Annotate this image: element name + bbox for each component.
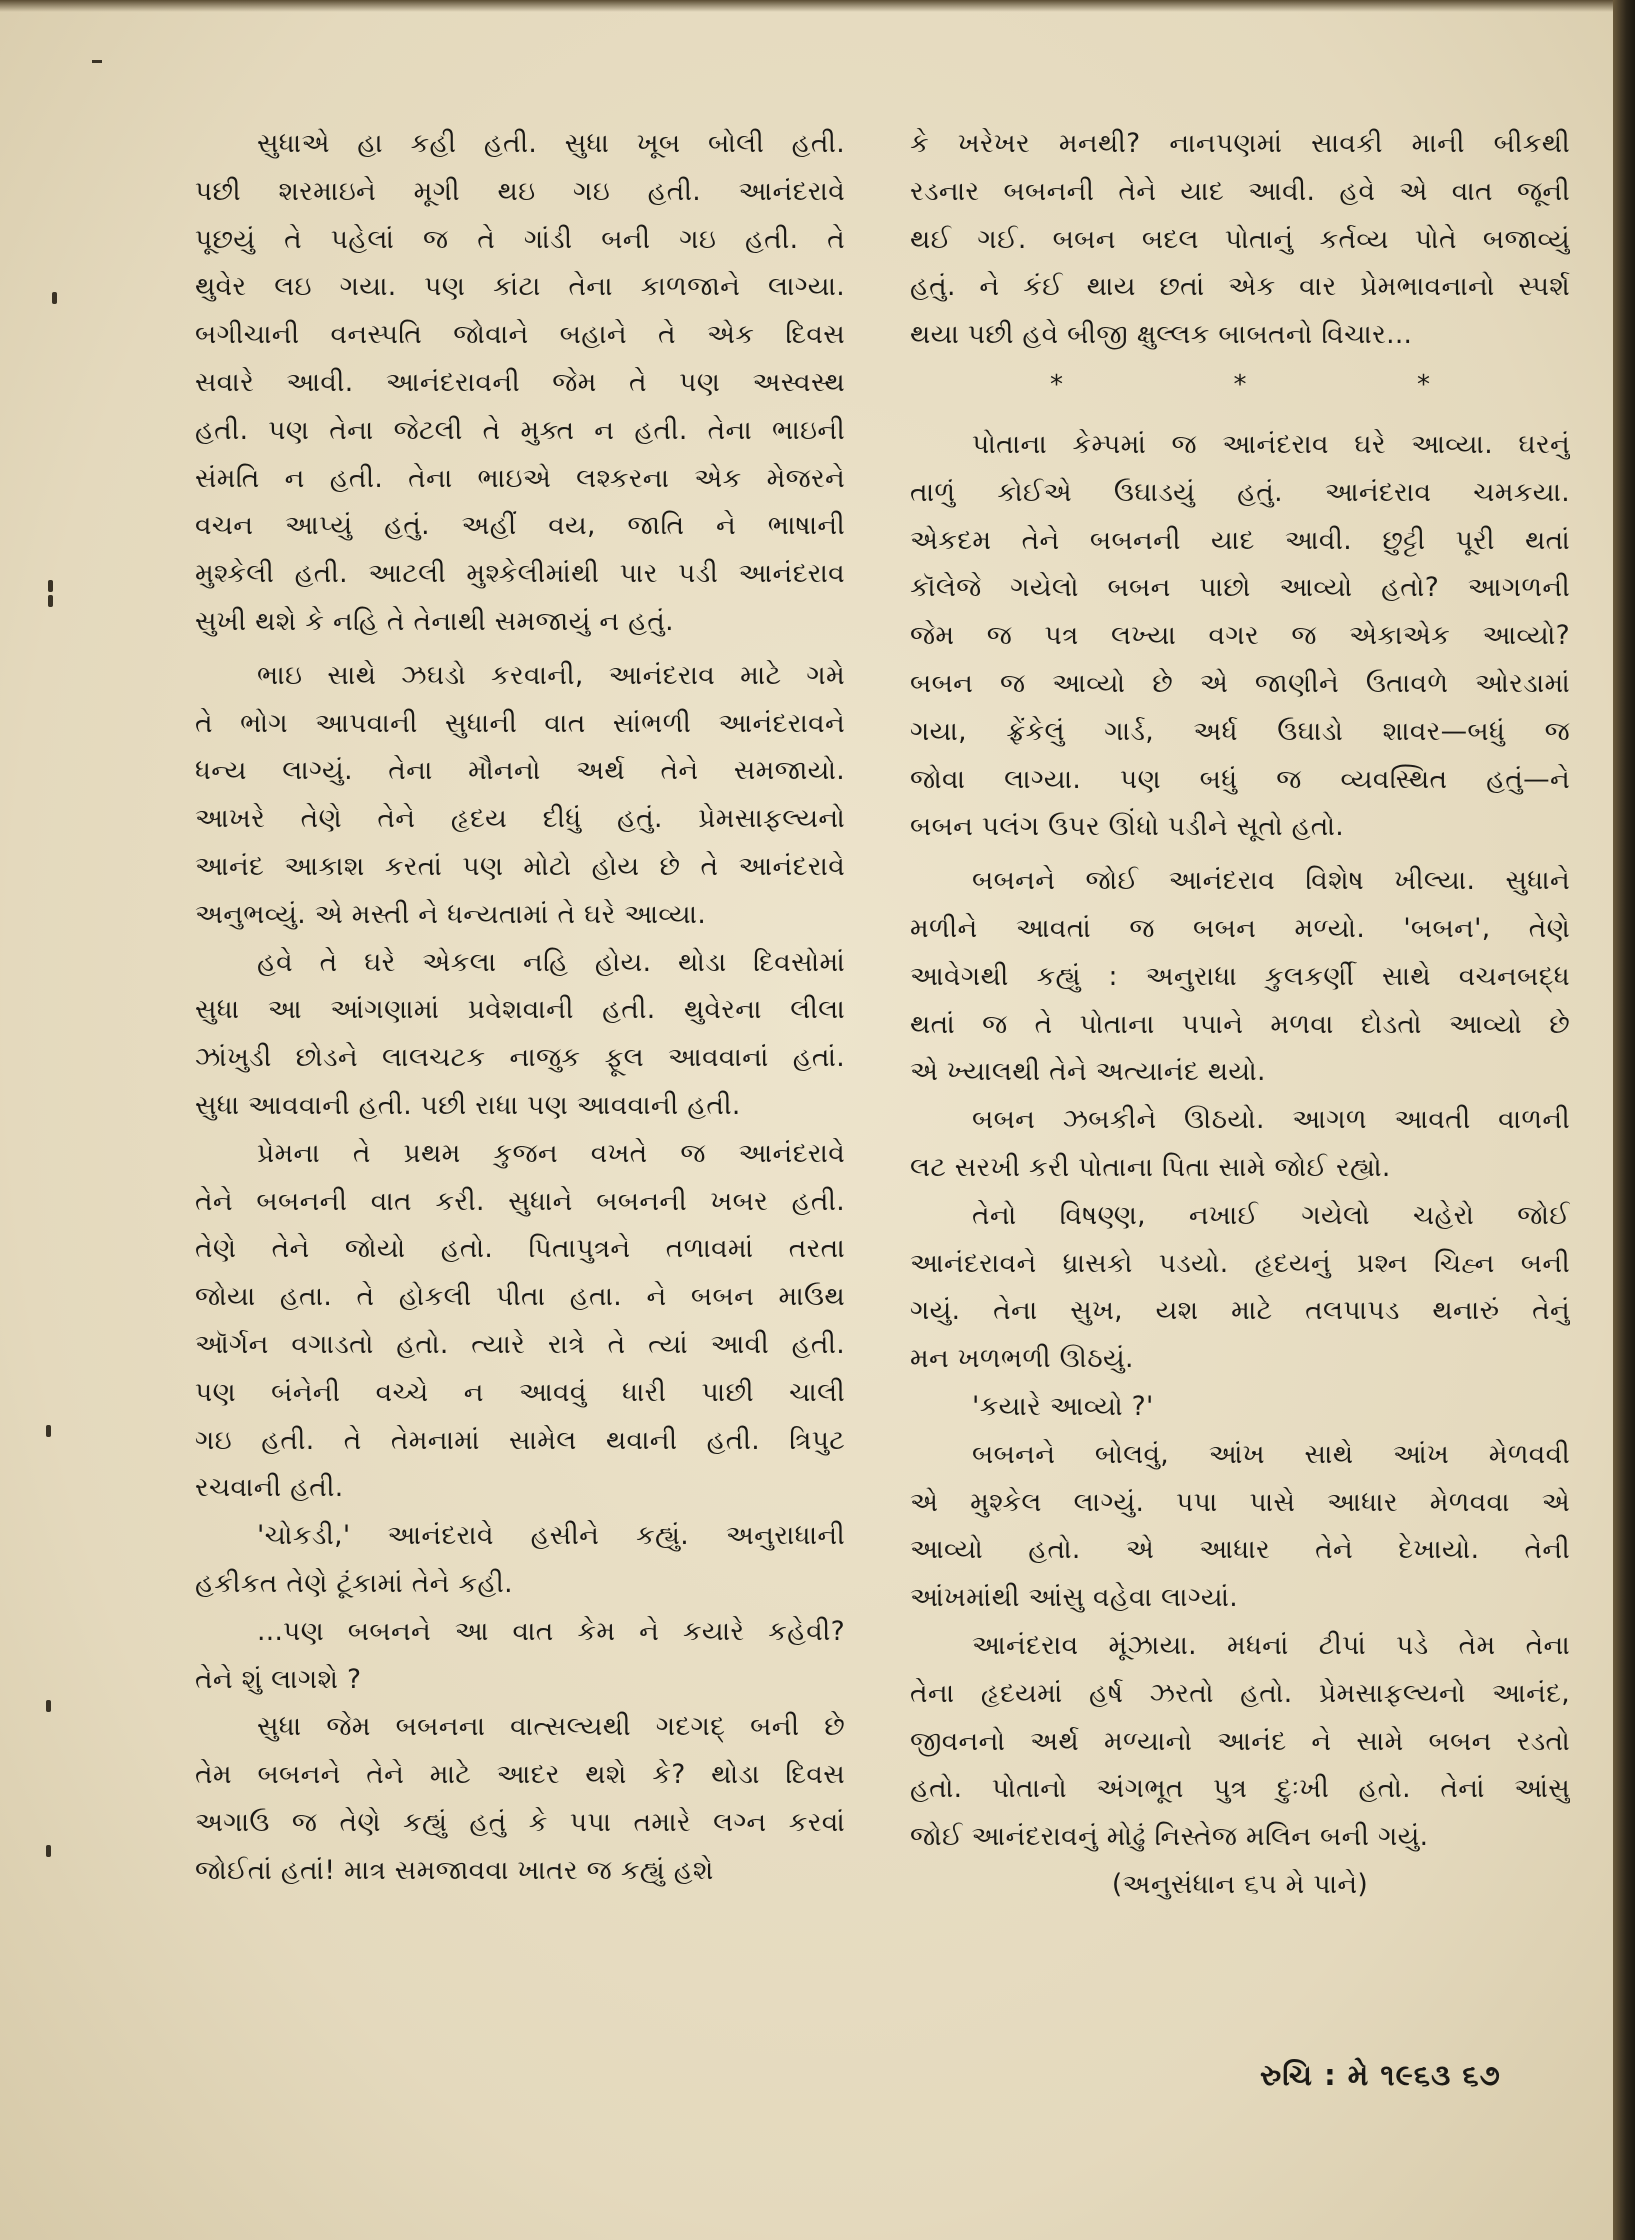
text-line: તેનો વિષણ્ણ, નખાઈ ગયેલો ચહેરો જોઈ xyxy=(972,1199,1570,1231)
text-line: અનુભવ્યું. એ મસ્તી ને ધન્યતામાં તે ઘરે આવ્યા. xyxy=(195,898,707,930)
text-line: તેના હૃદયમાં હર્ષ ઝરતો હતો. પ્રેમસાફલ્યનો આનંદ, xyxy=(910,1677,1570,1709)
text-line: મન ખળભળી ઊઠયું. xyxy=(910,1343,1134,1375)
text-line: 'કયારે આવ્યો ?' xyxy=(972,1390,1154,1422)
text-line: થુવેર લઇ ગયા. પણ કાંટા તેના કાળજાને લાગ્યા. xyxy=(195,271,845,303)
separator-asterisk: * xyxy=(1417,369,1430,400)
text-line: સુખી થશે કે નહિ તે તેનાથી સમજાયું ન હતું. xyxy=(195,605,674,637)
text-line: ભાઇ સાથે ઝઘડો કરવાની, આનંદરાવ માટે ગમે xyxy=(257,659,845,691)
text-line: ઑર્ગન વગાડતો હતો. ત્યારે રાત્રે તે ત્યાં આવી હતી. xyxy=(195,1328,845,1360)
text-line: ...પણ બબનને આ વાત કેમ ને કયારે કહેવી? xyxy=(257,1615,845,1647)
page-binding-edge xyxy=(1613,0,1635,2240)
text-line: 'ચોકડી,' આનંદરાવે હસીને કહ્યું. અનુરાધાની xyxy=(257,1520,845,1552)
text-line: બબનને જોઈ આનંદરાવ વિશેષ ખીલ્યા. સુધાને xyxy=(972,865,1570,897)
text-line: બબન ઝબકીને ઊઠયો. આગળ આવતી વાળની xyxy=(972,1104,1570,1136)
text-line: આનંદરાવને ધ્રાસકો પડયો. હૃદયનું પ્રશ્ન ચિહ્ન બની xyxy=(910,1247,1570,1279)
text-line: જીવનનો અર્થ મળ્યાનો આનંદ ને સામે બબન રડતો xyxy=(910,1725,1570,1757)
text-line: જોઈ આનંદરાવનું મોઢું નિસ્તેજ મલિન બની ગયું. xyxy=(910,1821,1429,1853)
text-line: આખરે તેણે તેને હૃદય દીધું હતું. પ્રેમસાફલ્યનો xyxy=(195,803,845,835)
text-line: ધન્ય લાગ્યું. તેના મૌનનો અર્થ તેને સમજાયો. xyxy=(195,755,845,787)
text-line: સુધા જેમ બબનના વાત્સલ્યથી ગદગદ્ બની છે xyxy=(257,1711,845,1743)
text-line: તેમ બબનને તેને માટે આદર થશે કે? થોડા દિવસ xyxy=(195,1759,845,1791)
right-column-bottom-paragraphs xyxy=(910,421,1570,1909)
text-line: થયા પછી હવે બીજી ક્ષુલ્લક બાબતનો વિચાર... xyxy=(910,319,1413,351)
margin-mark xyxy=(46,1425,51,1437)
text-line: તેને બબનની વાત કરી. સુધાને બબનની ખબર હતી. xyxy=(195,1185,845,1217)
text-line: આવ્યો હતો. એ આધાર તેને દેખાયો. તેની xyxy=(910,1534,1570,1566)
section-separator xyxy=(1050,359,1430,421)
text-line: સંમતિ ન હતી. તેના ભાઇએ લશ્કરના એક મેજરને xyxy=(195,462,845,494)
right-column-top-paragraph xyxy=(910,120,1570,359)
text-line: ગયું. તેના સુખ, યશ માટે તલપાપડ થનારું તેનું xyxy=(910,1295,1570,1327)
margin-mark xyxy=(92,60,102,63)
separator-asterisk: * xyxy=(1050,369,1063,400)
text-line: આનંદરાવ મૂંઝાયા. મધનાં ટીપાં પડે તેમ તેના xyxy=(972,1629,1570,1661)
text-line: તેને શું લાગશે ? xyxy=(195,1663,362,1695)
text-line: જોઈતાં હતાં! માત્ર સમજાવવા ખાતર જ કહ્યું હશે xyxy=(195,1854,714,1886)
margin-mark xyxy=(46,1700,51,1712)
text-line: હતું. ને કંઈ થાય છતાં એક વાર પ્રેમભાવનાનો સ્પર્શ xyxy=(910,271,1570,303)
text-line: હકીકત તેણે ટૂંકામાં તેને કહી. xyxy=(195,1567,513,1599)
text-line: કૉલેજે ગયેલો બબન પાછો આવ્યો હતો? આગળની xyxy=(910,572,1570,604)
text-line: વચન આપ્યું હતું. અહીં વય, જાતિ ને ભાષાની xyxy=(195,510,845,542)
text-line: તે ભોગ આપવાની સુધાની વાત સાંભળી આનંદરાવને xyxy=(195,707,845,739)
text-line: જેમ જ પત્ર લખ્યા વગર જ એકાએક આવ્યો? xyxy=(910,620,1570,652)
margin-mark xyxy=(46,1845,51,1857)
text-line: બગીચાની વનસ્પતિ જોવાને બહાને તે એક દિવસ xyxy=(195,319,845,351)
text-line: હવે તે ઘરે એકલા નહિ હોય. થોડા દિવસોમાં xyxy=(257,946,845,978)
text-line: ગઇ હતી. તે તેમનામાં સામેલ થવાની હતી. ત્રિપુટ xyxy=(195,1424,845,1456)
text-line: એ મુશ્કેલ લાગ્યું. પપા પાસે આધાર મેળવવા એ xyxy=(910,1486,1570,1518)
text-line: પ્રેમના તે પ્રથમ કુજન વખતે જ આનંદરાવે xyxy=(257,1137,845,1169)
text-line: એ ખ્યાલથી તેને અત્યાનંદ થયો. xyxy=(910,1056,1266,1088)
margin-mark xyxy=(48,580,53,592)
right-text-column xyxy=(910,120,1570,1909)
text-line: હતી. પણ તેના જેટલી તે મુક્ત ન હતી. તેના ભાઇની xyxy=(195,414,845,446)
text-line: ગયા, ફ્રેંકેલું ગાર્ડ, અર્ધ ઉઘાડો શાવર—બધું જ xyxy=(910,715,1570,747)
text-line: એકદમ તેને બબનની યાદ આવી. છુટ્ટી પૂરી થતાં xyxy=(910,524,1570,556)
text-line: (અનુસંધાન ૬૫ મે પાને) xyxy=(1111,1868,1369,1900)
text-line: તેણે તેને જોયો હતો. પિતાપુત્રને તળાવમાં તરતા xyxy=(195,1233,845,1265)
text-line: પોતાના કેમ્પમાં જ આનંદરાવ ઘરે આવ્યા. ઘરનું xyxy=(972,428,1570,460)
page-top-edge xyxy=(0,0,1635,12)
text-line: સુધાએ હા કહી હતી. સુધા ખૂબ બોલી હતી. xyxy=(257,128,845,159)
text-line: પૂછયું તે પહેલાં જ તે ગાંડી બની ગઇ હતી. તે xyxy=(195,223,845,255)
text-line: થતાં જ તે પોતાના પપાને મળવા દોડતો આવ્યો છે xyxy=(910,1008,1570,1040)
text-line: સુધા આ આંગણામાં પ્રવેશવાની હતી. થુવેરના લીલા xyxy=(195,994,845,1026)
text-line: ઝાંખુડી છોડને લાલચટક નાજુક ફૂલ આવવાનાં હતાં. xyxy=(195,1042,845,1074)
text-line: આંખમાંથી આંસુ વહેવા લાગ્યાં. xyxy=(910,1582,1239,1614)
text-line: પણ બંનેની વચ્ચે ન આવવું ધારી પાછી ચાલી xyxy=(195,1376,845,1408)
text-line: જોવા લાગ્યા. પણ બધું જ વ્યવસ્થિત હતું—ને xyxy=(910,763,1570,795)
left-text-column xyxy=(195,120,845,1894)
text-line: રડનાર બબનની તેને યાદ આવી. હવે એ વાત જૂની xyxy=(910,175,1570,207)
text-line: બબન પલંગ ઉપર ઊંધો પડીને સૂતો હતો. xyxy=(910,811,1344,843)
text-line: સવારે આવી. આનંદરાવની જેમ તે પણ અસ્વસ્થ xyxy=(195,366,845,398)
text-line: સુધા આવવાની હતી. પછી રાધા પણ આવવાની હતી. xyxy=(195,1089,741,1121)
separator-asterisk: * xyxy=(1233,369,1247,400)
page-footer: રુચિ : મે ૧૯૬૩ ૬૭ xyxy=(1260,2058,1501,2092)
text-line: રચવાની હતી. xyxy=(195,1472,344,1504)
text-line: આનંદ આકાશ કરતાં પણ મોટો હોય છે તે આનંદરાવે xyxy=(195,850,845,882)
text-line: પછી શરમાઇને મૂગી થઇ ગઇ હતી. આનંદરાવે xyxy=(195,175,845,207)
margin-mark xyxy=(48,595,53,607)
margin-mark xyxy=(52,292,57,304)
text-line: બબનને બોલવું, આંખ સાથે આંખ મેળવવી xyxy=(972,1438,1570,1470)
text-line: લટ સરખી કરી પોતાના પિતા સામે જોઈ રહ્યો. xyxy=(910,1151,1391,1183)
text-line: થઈ ગઈ. બબન બદલ પોતાનું કર્તવ્ય પોતે બજાવ્યું xyxy=(910,223,1570,255)
text-line: તાળું કોઈએ ઉઘાડયું હતું. આનંદરાવ ચમકયા. xyxy=(910,476,1570,508)
text-line: આવેગથી કહ્યું : અનુરાધા કુલકર્ણી સાથે વચનબદ્ધ xyxy=(910,960,1570,992)
text-line: મુશ્કેલી હતી. આટલી મુશ્કેલીમાંથી પાર પડી આનંદરાવ xyxy=(195,558,845,590)
text-line: બબન જ આવ્યો છે એ જાણીને ઉતાવળે ઓરડામાં xyxy=(910,667,1570,699)
text-line: હતો. પોતાનો અંગભૂત પુત્ર દુઃખી હતો. તેનાં આંસુ xyxy=(910,1773,1570,1805)
text-line: અગાઉ જ તેણે કહ્યું હતું કે પપા તમારે લગ્ન કરવાં xyxy=(195,1806,845,1838)
text-line: મળીને આવતાં જ બબન મળ્યો. 'બબન', તેણે xyxy=(910,912,1570,944)
text-line: જોયા હતા. તે હોકલી પીતા હતા. ને બબન માઉથ xyxy=(195,1281,845,1313)
text-line: કે ખરેખર મનથી? નાનપણમાં સાવકી માની બીકથી xyxy=(910,128,1570,159)
